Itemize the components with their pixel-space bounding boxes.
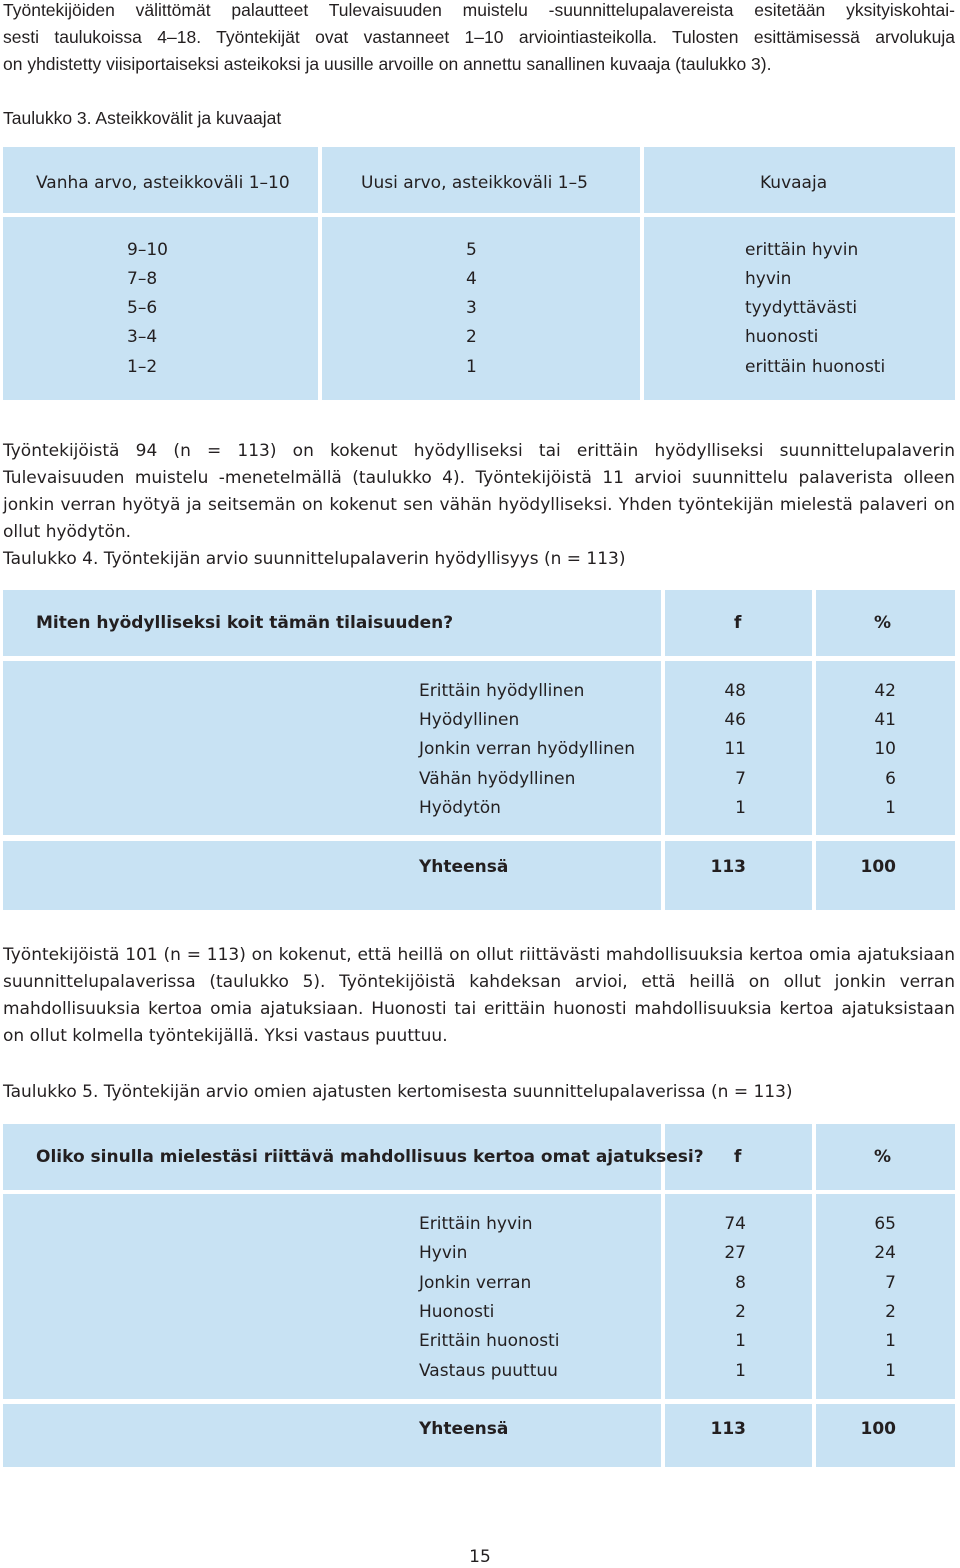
table5-pct-value: 7 [885,1273,896,1293]
table3-descriptor: erittäin hyvin [745,240,859,260]
table5-pct-value: 1 [885,1361,896,1381]
intro-line: on yhdistetty viisiportaiseksi asteikoksi ja uusille arvoille on annettu sanallinen kuvaaja (taulukko 3). [3,54,772,74]
table4-f-value: 46 [724,710,746,730]
table5-f-value: 1 [735,1361,746,1381]
table4-pct-value: 10 [874,739,896,759]
table5-row-label: Hyvin [419,1243,468,1263]
page-number: 15 [469,1547,491,1567]
table5-pct-value: 65 [874,1214,896,1234]
table3-new-value: 3 [466,298,477,318]
table5-caption: Taulukko 5. Työntekijän arvio omien ajatusten kertomisesta suunnittelupalaverissa (n = 113) [3,1082,793,1102]
table3-old-value: 5–6 [127,298,158,318]
table4-total-pct: 100 [860,857,896,877]
table4-header-f: f [734,613,742,633]
table4-f-value: 11 [724,739,746,759]
table4-header-pct: % [874,613,892,633]
table3-new-value: 1 [466,357,477,377]
table5-question: Oliko sinulla mielestäsi riittävä mahdollisuus kertoa omat ajatuksesi? [36,1147,704,1167]
table4-total-label: Yhteensä [419,857,509,877]
intro-paragraph [3,0,955,78]
table4-pct-value: 41 [874,710,896,730]
table4-f-value: 48 [724,681,746,701]
paragraph-table4-intro: Työntekijöistä 94 (n = 113) on kokenut hyödylliseksi tai erittäin hyödylliseksi suunnittelupalaverin Tulevaisuuden muistelu -menetelmällä (taulukko 4). Työntekijöistä 11 arvioi suunnittelu palaverista olleen jonkin verran hyötyä ja seitsemän on kokenut sen vähän hyödylliseksi. Yhden työntekijän mielestä palaveri on ollut hyödytön. [3,441,955,542]
table5-header-pct: % [874,1147,892,1167]
table4-row-label: Vähän hyödyllinen [419,769,576,789]
table3-descriptor: hyvin [745,269,792,289]
intro-line: Työntekijöiden välittömät palautteet Tulevaisuuden muistelu -suunnittelupalavereista esitetään yksityiskohtai- [3,0,955,20]
table5-f-value: 2 [735,1302,746,1322]
table5-f-value: 27 [724,1243,746,1263]
table3-new-value: 2 [466,327,477,347]
table5-body-cell-labels [3,1194,661,1399]
intro-line: sesti taulukoissa 4–18. Työntekijät ovat vastanneet 1–10 arviointiasteikolla. Tulosten esittämisessä arvolukuja [3,27,955,47]
table3-header-new: Uusi arvo, asteikkoväli 1–5 [361,173,588,193]
table4-row-label: Hyödyllinen [419,710,520,730]
table3-old-value: 7–8 [127,269,158,289]
table3-old-value: 1–2 [127,357,158,377]
table5-pct-value: 24 [874,1243,896,1263]
table4-caption: Taulukko 4. Työntekijän arvio suunnittelupalaverin hyödyllisyys (n = 113) [3,549,626,569]
table4-row-label: Hyödytön [419,798,501,818]
table5-total-label: Yhteensä [419,1419,509,1439]
table4-row-label: Erittäin hyödyllinen [419,681,585,701]
table3-old-value: 9–10 [127,240,168,260]
table5-f-value: 8 [735,1273,746,1293]
table3-descriptor: huonosti [745,327,819,347]
table5-f-value: 1 [735,1331,746,1351]
table3-descriptor: tyydyttävästi [745,298,858,318]
table5-pct-value: 2 [885,1302,896,1322]
table3-descriptor: erittäin huonosti [745,357,886,377]
table5-row-label: Huonosti [419,1302,495,1322]
table5-total-pct: 100 [860,1419,896,1439]
table3-new-value: 5 [466,240,477,260]
table3-body-cell-new [322,217,640,400]
table5-row-label: Erittäin huonosti [419,1331,560,1351]
table3-old-value: 3–4 [127,327,158,347]
table5-f-value: 74 [724,1214,746,1234]
table5-row-label: Jonkin verran [419,1273,532,1293]
table4-total-f: 113 [710,857,746,877]
table5-total-f: 113 [710,1419,746,1439]
table4-pct-value: 1 [885,798,896,818]
paragraph-table5-intro: Työntekijöistä 101 (n = 113) on kokenut, että heillä on ollut riittävästi mahdollisuuksia kertoa omia ajatuksiaan suunnittelupalaverissa (taulukko 5). Työntekijöistä kahdeksan arvioi, että heillä on ollut jonkin verran mahdollisuuksia kertoa omia ajatuksiaan. Huonosti tai erittäin huonosti mahdollisuuksia kertoa ajatuksistaan on ollut kolmella työntekijällä. Yksi vastaus puuttuu. [3,945,955,1046]
table4-pct-value: 6 [885,769,896,789]
table5-row-label: Vastaus puuttuu [419,1361,558,1381]
table5-total-cell-label [3,1404,661,1467]
table4-total-cell-label [3,841,661,910]
table5-row-label: Erittäin hyvin [419,1214,533,1234]
table3-new-value: 4 [466,269,477,289]
table4-pct-value: 42 [874,681,896,701]
table4-row-label: Jonkin verran hyödyllinen [419,739,635,759]
table4-f-value: 1 [735,798,746,818]
table3-caption: Taulukko 3. Asteikkovälit ja kuvaajat [3,108,282,128]
table3-header-desc: Kuvaaja [760,173,828,193]
table3-header-old: Vanha arvo, asteikkoväli 1–10 [36,173,290,193]
table4-f-value: 7 [735,769,746,789]
table5-header-f: f [734,1147,742,1167]
table4-question: Miten hyödylliseksi koit tämän tilaisuuden? [36,613,454,633]
table5-pct-value: 1 [885,1331,896,1351]
